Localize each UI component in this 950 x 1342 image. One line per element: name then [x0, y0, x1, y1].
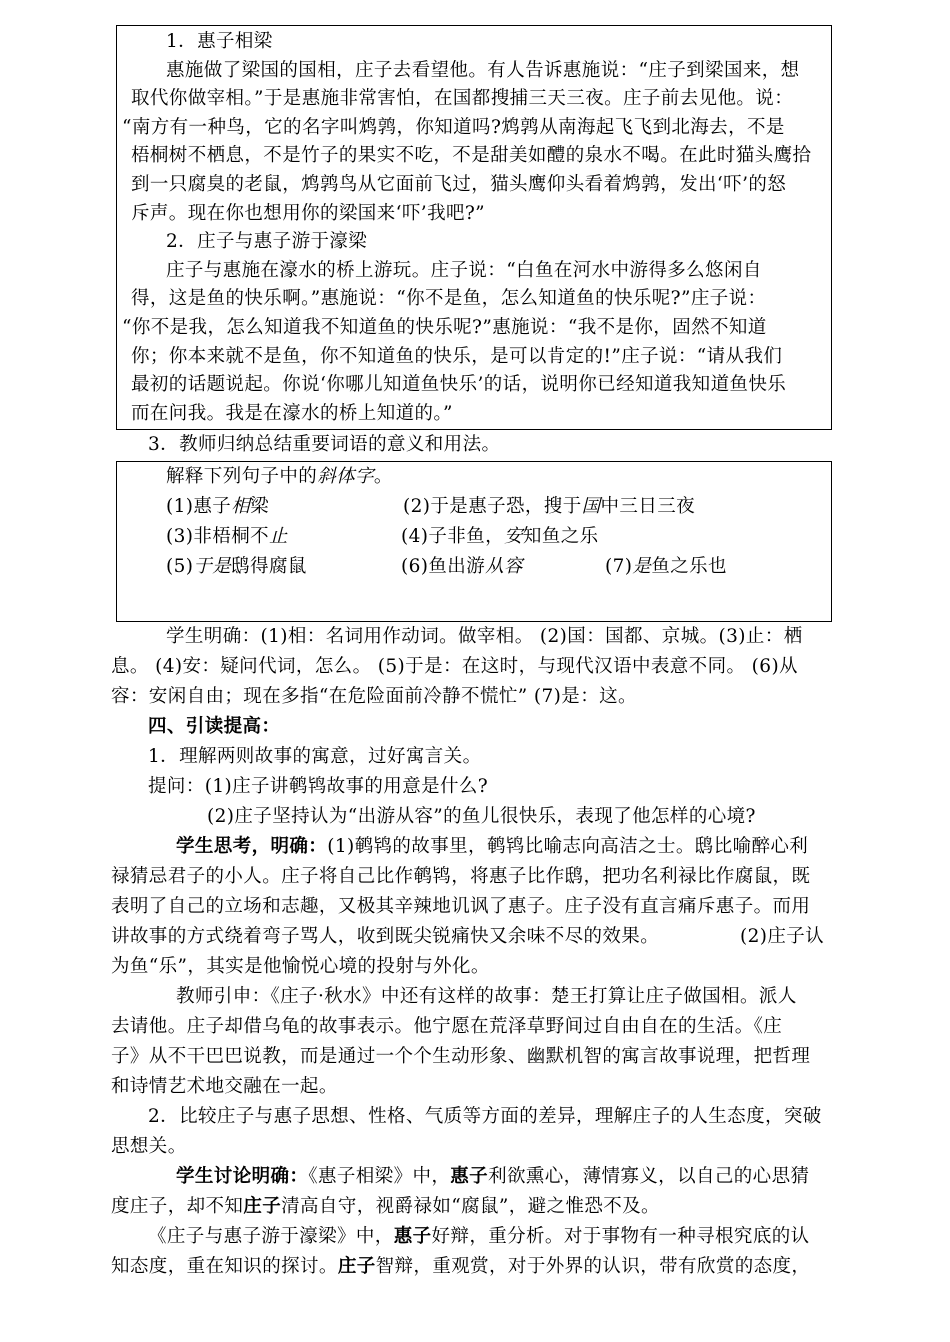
answer-line: 禄猜忌君子的小人。庄子将自己比作鹌鸨，将惠子比作鸱，把功名利禄比作腐鼠，既: [111, 866, 811, 887]
discussion-line: 学生讨论明确：《惠子相梁》中，惠子利欲熏心，薄情寡义，以自己的心思猜: [176, 1166, 810, 1187]
exercise-q1: (1)惠子相梁: [166, 496, 270, 517]
exercise-q5: (5)于是鸱得腐鼠: [166, 556, 307, 577]
exercise-q3: (3)非梧桐不止: [166, 526, 288, 547]
discussion-line: 度庄子，却不知庄子清高自守，视爵禄如“腐鼠”，避之惟恐不及。: [111, 1196, 660, 1217]
question-2: (2)庄子坚持认为“出游从容”的鱼儿很快乐，表现了他怎样的心境?: [207, 806, 756, 827]
answer-line-part: (2)庄子认: [740, 926, 825, 947]
discussion-line: 知态度，重在知识的探讨。庄子智辩，重观赏，对于外界的认识，带有欣赏的态度，: [111, 1256, 811, 1277]
story-1-title: 1．惠子相梁: [166, 31, 273, 52]
section-4-item-1: 1．理解两则故事的寓意，过好寓言关。: [148, 746, 482, 767]
section-4-item-2-cont: 思想关。: [111, 1136, 187, 1157]
answers-line: 学生明确：(1)相：名词用作动词。做宰相。 (2)国：国都、京城。(3)止：栖: [166, 626, 803, 647]
story-2-title: 2．庄子与惠子游于濠梁: [166, 231, 368, 253]
teacher-line: 去请他。庄子却借乌龟的故事表示。他宁愿在荒泽草野间过自由自在的生活。《庄: [111, 1016, 783, 1037]
teacher-line: 教师引申：《庄子·秋水》中还有这样的故事：楚王打算让庄子做国相。派人: [176, 986, 797, 1007]
answer-line: 为鱼“乐”，其实是他愉悦心境的投射与外化。: [111, 956, 490, 977]
exercise-q6: (6)鱼出游从容: [401, 556, 523, 577]
story-1-line: “南方有一种鸟，它的名字叫鸩鹑，你知道吗?鸩鹑从南海起飞飞到北海去，不是: [122, 116, 785, 138]
teacher-line: 和诗情艺术地交融在一起。: [111, 1076, 338, 1097]
step-3-heading: 3．教师归纳总结重要词语的意义和用法。: [148, 434, 501, 455]
answer-line: 学生思考，明确：(1)鹌鸨的故事里，鹌鸨比喻志向高洁之士。鸱比喻醉心利: [176, 836, 809, 857]
story-1-line: 斥声。现在你也想用你的梁国来‘吓’我吧?”: [131, 202, 486, 224]
exercise-q7: (7)是鱼之乐也: [605, 556, 727, 577]
teacher-line: 子》从不干巴巴说教，而是通过一个个生动形象、幽默机智的寓言故事说理，把哲理: [111, 1046, 811, 1067]
story-1-line: 惠施做了梁国的国相，庄子去看望他。有人告诉惠施说：“庄子到梁国来，想: [166, 59, 800, 81]
section-4-item-2: 2．比较庄子与惠子思想、性格、气质等方面的差异，理解庄子的人生态度，突破: [148, 1106, 822, 1127]
question-1: 提问：(1)庄子讲鹌鸨故事的用意是什么?: [148, 776, 489, 797]
story-2-line: 得，这是鱼的快乐啊。”惠施说：“你不是鱼，怎么知道鱼的快乐呢?”庄子说：: [131, 288, 767, 310]
story-2-line: 最初的话题说起。你说‘你哪儿知道鱼快乐’的话，说明你已经知道我知道鱼快乐: [131, 374, 787, 396]
story-2-line: 庄子与惠施在濠水的桥上游玩。庄子说：“白鱼在河水中游得多么悠闲自: [166, 259, 762, 281]
answers-line: 息。 (4)安：疑问代词，怎么。 (5)于是：在这时，与现代汉语中表意不同。 (6)从: [111, 656, 798, 677]
story-2-line-last: 而在问我。我是在濠水的桥上知道的。”: [131, 402, 453, 424]
story-1-line: 梧桐树不栖息，不是竹子的果实不吃，不是甜美如醴的泉水不喝。在此时猫头鹰拾: [131, 145, 812, 167]
story-2-line: 你；你本来就不是鱼，你不知道鱼的快乐，是可以肯定的!”庄子说：“请从我们: [131, 345, 783, 367]
exercise-q2: (2)于是惠子恐，搜于国中三日三夜: [403, 496, 696, 517]
answers-line: 容：安闲自由；现在多指“在危险面前冷静不慌忙” (7)是：这。: [111, 686, 637, 707]
section-4-heading: 四、引读提高：: [148, 716, 281, 737]
story-2-line: “你不是我，怎么知道我不知道鱼的快乐呢?”惠施说：“我不是你，固然不知道: [122, 317, 767, 338]
exercise-instruction: 解释下列句子中的斜体字。: [166, 466, 393, 487]
story-1-line: 到一只腐臭的老鼠，鸩鹑鸟从它面前飞过，猫头鹰仰头看着鸩鹑，发出‘吓’的怒: [131, 174, 787, 195]
story-1-line: 取代你做宰相。”于是惠施非常害怕，在国都搜捕三天三夜。庄子前去见他。说：: [131, 88, 794, 110]
exercise-q4: (4)子非鱼，安知鱼之乐: [401, 526, 599, 547]
answer-line: 表明了自己的立场和志趣，又极其辛辣地讥讽了惠子。庄子没有直言痛斥惠子。而用: [111, 896, 811, 917]
answer-line: 讲故事的方式绕着弯子骂人，收到既尖锐痛快又余味不尽的效果。: [111, 926, 660, 947]
discussion-line: 《庄子与惠子游于濠梁》中，惠子好辩，重分析。对于事物有一种寻根究底的认: [148, 1226, 810, 1247]
